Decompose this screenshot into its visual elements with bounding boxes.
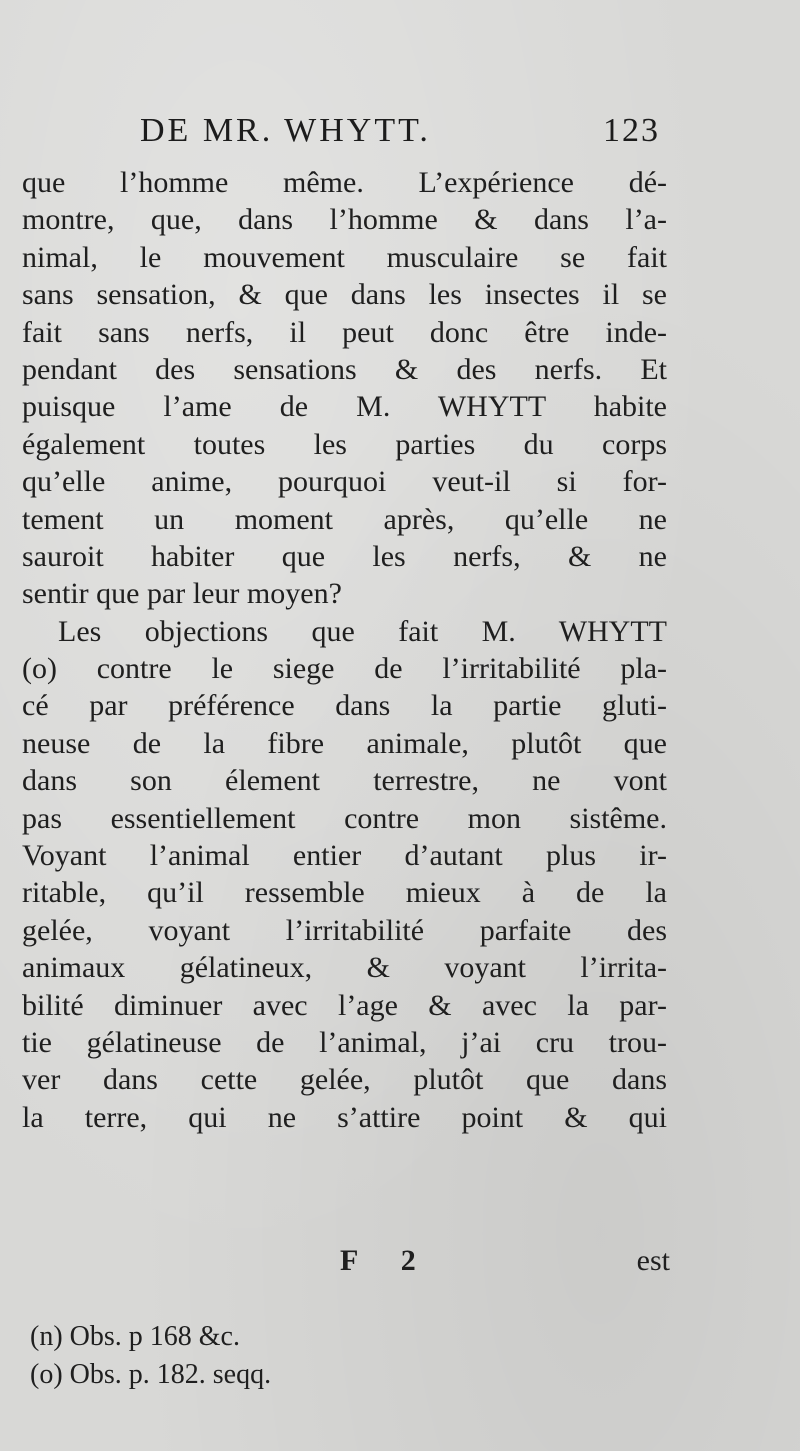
text-line: bilité diminuer avec l’age & avec la par-	[22, 988, 667, 1022]
footnotes	[30, 1318, 450, 1394]
text-line: tie gélatineuse de l’animal, j’ai cru trou-	[22, 1025, 667, 1059]
footnote-n: (n) Obs. p 168 &c.	[30, 1321, 240, 1352]
text-line: sentir que par leur moyen?	[22, 577, 342, 611]
catchword: est	[636, 1244, 670, 1277]
text-line: (o) contre le siege de l’irritabilité pla-	[22, 652, 667, 686]
text-line: gelée, voyant l’irritabilité parfaite des	[22, 913, 667, 947]
text-line: Voyant l’animal entier d’autant plus ir-	[22, 839, 667, 873]
text-line: animaux gélatineux, & voyant l’irrita-	[22, 951, 667, 985]
text-line: tement un moment après, qu’elle ne	[22, 502, 667, 536]
paragraph-start-line: Les objections que fait M. WHYTT	[58, 614, 667, 648]
text-line: pas essentiellement contre mon sistême.	[22, 801, 667, 835]
text-line: ritable, qu’il ressemble mieux à de la	[22, 876, 667, 910]
text-line: fait sans nerfs, il peut donc être inde-	[22, 315, 667, 349]
running-head: DE MR. WHYTT.	[140, 112, 431, 149]
text-line: qu’elle anime, pourquoi veut-il si for-	[22, 465, 667, 499]
text-line: également toutes les parties du corps	[22, 427, 667, 461]
text-line: neuse de la fibre animale, plutôt que	[22, 726, 667, 760]
text-line: cé par préférence dans la partie gluti-	[22, 689, 667, 723]
text-line: nimal, le mouvement musculaire se fait	[22, 240, 667, 274]
text-line: sans sensation, & que dans les insectes il se	[22, 278, 667, 312]
body-text	[22, 164, 667, 1136]
text-line: la terre, qui ne s’attire point & qui	[22, 1100, 667, 1134]
signature-line	[340, 1244, 670, 1284]
text-line: dans son élement terrestre, ne vont	[22, 764, 667, 798]
signature-mark: F 2	[340, 1244, 434, 1277]
text-line: puisque l’ame de M. WHYTT habite	[22, 390, 667, 424]
footnote-o: (o) Obs. p. 182. seqq.	[30, 1359, 272, 1390]
page-number: 123	[603, 112, 660, 149]
text-line: montre, que, dans l’homme & dans l’a-	[22, 203, 667, 237]
text-line: sauroit habiter que les nerfs, & ne	[22, 539, 667, 573]
text-line: pendant des sensations & des nerfs. Et	[22, 352, 667, 386]
text-line: que l’homme même. L’expérience dé-	[22, 166, 667, 199]
page-header	[140, 112, 660, 158]
text-line: ver dans cette gelée, plutôt que dans	[22, 1063, 667, 1097]
